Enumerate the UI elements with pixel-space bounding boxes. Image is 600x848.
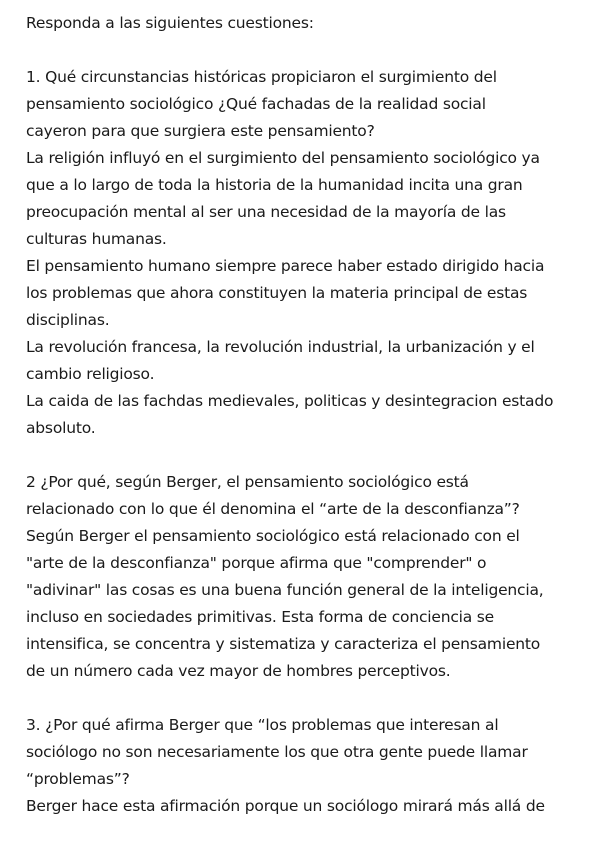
- q3-question-line: sociólogo no son necesariamente los que otra gente puede llamar: [26, 743, 528, 761]
- q1-answer-line: El pensamiento humano siempre parece haber estado dirigido hacia: [26, 257, 545, 275]
- q2-answer-line: de un número cada vez mayor de hombres perceptivos.: [26, 662, 451, 680]
- q2-answer-line: "arte de la desconfianza" porque afirma que "comprender" o: [26, 554, 487, 572]
- question-1-section: [26, 64, 580, 442]
- q2-answer-line: "adivinar" las cosas es una buena función general de la inteligencia,: [26, 581, 544, 599]
- spacer: [26, 37, 580, 64]
- q2-answer-line: incluso en sociedades primitivas. Esta forma de conciencia se: [26, 608, 495, 626]
- q1-answer-line: preocupación mental al ser una necesidad de la mayoría de las: [26, 203, 506, 221]
- q2-question-line: 2 ¿Por qué, según Berger, el pensamiento sociológico está: [26, 473, 469, 491]
- q3-answer-line: Berger hace esta afirmación porque un sociólogo mirará más allá de: [26, 797, 545, 815]
- q3-question-line: 3. ¿Por qué afirma Berger que “los problemas que interesan al: [26, 716, 499, 734]
- q3-question-line: “problemas”?: [26, 770, 130, 788]
- question-2-section: [26, 469, 580, 685]
- q1-question-line: pensamiento sociológico ¿Qué fachadas de la realidad social: [26, 95, 486, 113]
- q2-answer-line: Según Berger el pensamiento sociológico está relacionado con el: [26, 527, 520, 545]
- q1-question-line: cayeron para que surgiera este pensamiento?: [26, 122, 375, 140]
- q1-answer-line: La caida de las fachdas medievales, politicas y desintegracion estado: [26, 392, 554, 410]
- spacer: [26, 685, 580, 712]
- q1-answer-line: absoluto.: [26, 419, 96, 437]
- q1-answer-line: cambio religioso.: [26, 365, 155, 383]
- q1-answer-line: que a lo largo de toda la historia de la humanidad incita una gran: [26, 176, 523, 194]
- q2-question-line: relacionado con lo que él denomina el “arte de la desconfianza”?: [26, 500, 520, 518]
- q1-answer-line: los problemas que ahora constituyen la materia principal de estas: [26, 284, 528, 302]
- spacer: [26, 442, 580, 469]
- q2-answer-line: intensifica, se concentra y sistematiza y caracteriza el pensamiento: [26, 635, 541, 653]
- q1-answer-line: disciplinas.: [26, 311, 110, 329]
- q1-answer-line: La revolución francesa, la revolución industrial, la urbanización y el: [26, 338, 535, 356]
- q1-question-line: 1. Qué circunstancias históricas propiciaron el surgimiento del: [26, 68, 497, 86]
- question-3-section: [26, 712, 580, 820]
- q1-answer-line: La religión influyó en el surgimiento del pensamiento sociológico ya: [26, 149, 540, 167]
- q1-answer-line: culturas humanas.: [26, 230, 167, 248]
- intro-text: Responda a las siguientes cuestiones:: [26, 14, 314, 32]
